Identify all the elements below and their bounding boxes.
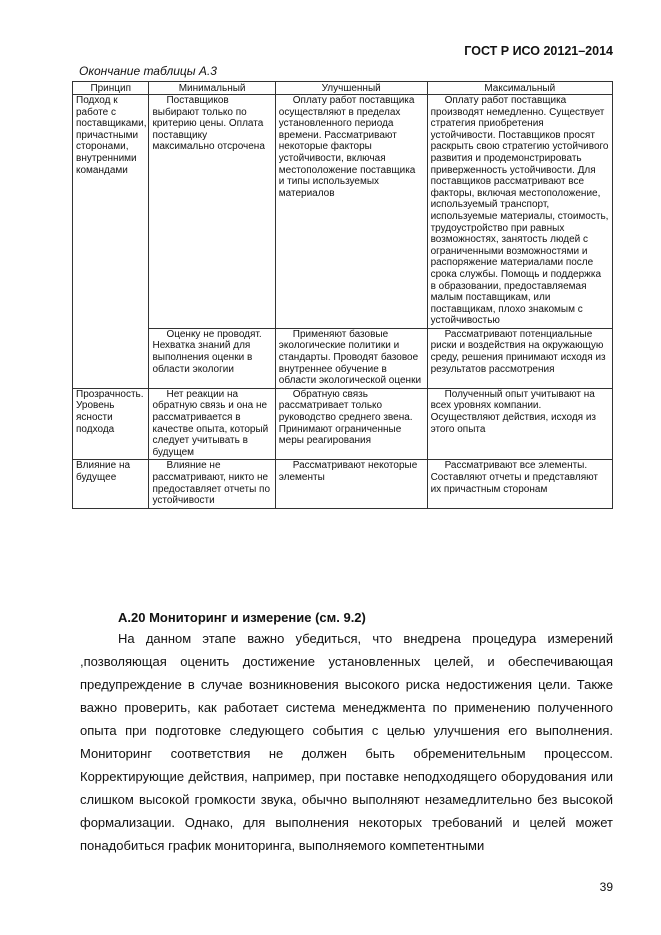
cell-improved: Применяют базовые экологические политики и стандарты. Проводят базовое внутреннее обучение в области экологической оценки: [275, 328, 427, 388]
table-row: [73, 460, 613, 508]
cell-minimal: Нет реакции на обратную связь и она не рассматривается в качестве опыта, который следует учитывать в будущем: [149, 388, 275, 460]
table-row: [73, 95, 613, 329]
cell-minimal: Влияние не рассматривают, никто не предоставляет отчеты по устойчивости: [149, 460, 275, 508]
column-header-minimal: Минимальный: [149, 82, 275, 95]
cell-maximal: Полученный опыт учитывают на всех уровнях компании. Осуществляют действия, исходя из этого опыта: [427, 388, 612, 460]
cell-minimal: Оценку не проводят. Нехватка знаний для выполнения оценки в области экологии: [149, 328, 275, 388]
cell-improved: Рассматривают некоторые элементы: [275, 460, 427, 508]
cell-maximal: Рассматривают потенциальные риски и воздействия на окружающую среду, решения принимают исходя из результатов рассмотрения: [427, 328, 612, 388]
table-header-row: [73, 82, 613, 95]
table-row: [73, 328, 613, 388]
table-row: [73, 388, 613, 460]
section-paragraph: На данном этапе важно убедиться, что внедрена процедура измерений ,позволяющая оценить достижение установленных целей, и обеспечивающая предупреждение в случае возникновения высокого риска недостижения цели. Также важно проверить, как работает система менеджмента по применению полученного опыта при подготовке следующего события с целью улучшения его выполнения. Мониторинг соответствия не должен быть обременительным процессом. Корректирующие действия, например, при поставке неподходящего оборудования или слишком высокой громкости звука, обычно выполняют незамедлительно без высокой формализации. Однако, для выполнения некоторых требований и целей может понадобиться график мониторинга, выполняемого компетентными: [80, 631, 613, 853]
cell-principle: Влияние на будущее: [73, 460, 149, 508]
cell-maximal: Оплату работ поставщика производят немедленно. Существует стратегия приобретения устойчивости. Поставщиков просят раскрыть свою стратегию устойчивого развития и продемонстрировать приверженность устойчивости. Для поставщиков рассматривают все факторы, включая местоположение, используемый транспорт, используемые материалы, стоимость, трудоустройство при равных возможностях, занятость людей с ограниченными возможностями и распоряжение материалами после срока службы. Помощь и поддержка в образовании, предоставляемая малым поставщикам, или поставщикам, плохо знакомым с устойчивостью: [427, 95, 612, 329]
cell-principle: Прозрачность. Уровень ясности подхода: [73, 388, 149, 460]
cell-principle: Подход к работе с поставщиками, причастными сторонами, внутренними командами: [73, 95, 149, 389]
cell-improved: Обратную связь рассматривает только руководство среднего звена. Принимают ограниченные меры реагирования: [275, 388, 427, 460]
section-heading: А.20 Мониторинг и измерение (см. 9.2): [118, 610, 366, 625]
table-caption: Окончание таблицы А.3: [79, 64, 217, 78]
column-header-maximal: Максимальный: [427, 82, 612, 95]
cell-maximal: Рассматривают все элементы. Составляют отчеты и представляют их причастным сторонам: [427, 460, 612, 508]
column-header-improved: Улучшенный: [275, 82, 427, 95]
cell-improved: Оплату работ поставщика осуществляют в пределах установленного периода времени. Рассматривают некоторые факторы устойчивости, включая местоположение поставщика и типы используемых материалов: [275, 95, 427, 329]
principles-table: [72, 81, 613, 509]
document-code: ГОСТ Р ИСО 20121–2014: [464, 44, 613, 58]
column-header-principle: Принцип: [73, 82, 149, 95]
cell-minimal: Поставщиков выбирают только по критерию цены. Оплата поставщику максимально отсрочена: [149, 95, 275, 329]
page-number: 39: [599, 880, 613, 894]
